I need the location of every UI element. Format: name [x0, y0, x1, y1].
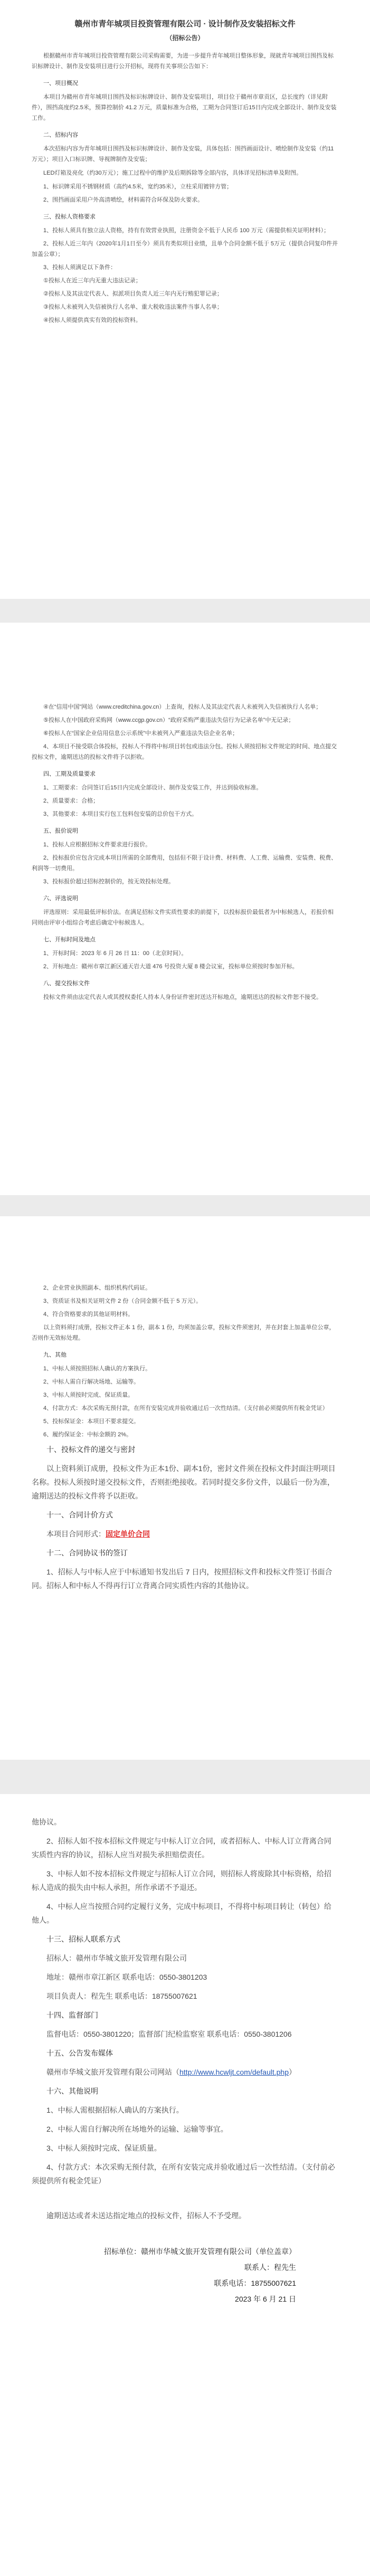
section-heading: 四、工期及质量要求 [43, 771, 96, 777]
list-item: 2、投标人近三年内（2020年1月1日至今）须具有类似项目业绩，且单个合同金额不低于 5万元（提供合同复印件并加盖公章）； [32, 241, 338, 257]
contract-type-value: 固定单价合同 [106, 1530, 150, 1538]
section-heading: 八、提交投标文件 [43, 980, 90, 987]
paragraph: 1、招标人与中标人应于中标通知书发出后 7 日内，按照招标文件和投标文件签订书面合同。招标人和中标人不得再行订立背离合同实质性内容的其他协议。 [32, 1568, 333, 1590]
list-item: 1、中标人需根据招标人确认的方案执行。 [46, 2106, 184, 2114]
section-heading: 十一、合同计价方式 [46, 1511, 113, 1519]
section-heading: 三、投标人资格要求 [43, 214, 96, 220]
list-item: 3、其他要求：本项目实行包工包料包安装的总价包干方式。 [43, 811, 198, 817]
list-item: 3、中标人须按时完成、保证质量。 [46, 2144, 162, 2152]
list-item: 3、资质证书及相关证明文件 2 份（合同金额不低于 5 万元）。 [43, 1298, 202, 1304]
list-item: 2、围挡画面采用户外高清喷绘，材料需符合环保及防火要求。 [43, 197, 204, 203]
paragraph: LED灯箱及亮化（约30万元）；施工过程中的维护及后期拆除等全部内容，具体详见招标清单及附图。 [43, 170, 302, 176]
intro-paragraph: 根据赣州市青年城项目投资管理有限公司采购需要，为进一步提升青年城项目整体形象，现就青年城项目围挡及标识标牌设计、制作及安装项目进行公开招标，现将有关事项公告如下： [32, 53, 334, 70]
section-heading: 十二、合同协议书的签订 [46, 1549, 128, 1557]
list-item: 4、本项目不接受联合体投标，投标人不得将中标项目转包或违法分包。投标人须按招标文件规定的时间、地点提交投标文件，逾期送达的投标文件将予以拒收。 [32, 743, 337, 760]
list-item: 1、开标时间：2023 年 6 月 26 日 11：00（北京时间）。 [43, 950, 187, 957]
list-item: ④在“信用中国”网站（www.creditchina.gov.cn）上查询，投标人及其法定代表人未被列入失信被执行人名单； [43, 704, 322, 710]
section-heading: 十、投标文件的递交与密封 [46, 1445, 135, 1454]
media-suffix: ） [289, 2068, 296, 2076]
paragraph: 本项目为赣州市青年城项目围挡及标识标牌设计、制作及安装项目，项目位于赣州市章贡区，总长度约（详见附件），围挡高度约2.5米，预算控制价 41.2 万元，质量标准为合格，工期为合同签订后15日内完成全部设计、制作及安装工作。 [32, 94, 337, 121]
contact-line: 地址：赣州市章江新区 联系电话：0550-3801203 [46, 1973, 207, 1981]
contact-line: 招标人：赣州市华城文旅开发管理有限公司 [46, 1954, 187, 1962]
list-item: 4、付款方式：本次采购无预付款，在所有安装完成并验收通过后一次性结清。（支付前必须提供所有税金凭证） [43, 1405, 328, 1411]
list-item: 1、工期要求：合同签订后15日内完成全部设计、制作及安装工作，并达到验收标准。 [43, 785, 262, 791]
large-text-block [32, 1443, 338, 1592]
list-item: 2、企业营业执照副本、组织机构代码证。 [43, 1285, 151, 1291]
section-heading: 二、招标内容 [43, 132, 78, 138]
list-item: 5、投标保证金：本项目不要求提交。 [43, 1418, 140, 1425]
document-subtitle: （招标公告） [166, 34, 204, 42]
section-heading: 十六、其他说明 [46, 2087, 98, 2095]
section-heading: 九、其他 [43, 1352, 67, 1358]
contract-type-label: 本项目合同形式： [46, 1530, 106, 1538]
section-heading: 十四、监督部门 [46, 2011, 98, 2019]
list-item: 1、投标人应根据招标文件要求进行报价。 [43, 842, 151, 848]
list-item: 3、投标报价超过招标控制价的，按无效投标处理。 [43, 879, 175, 885]
list-item: ⑥投标人在“国家企业信用信息公示系统”中未被列入严重违法失信企业名单； [43, 730, 239, 737]
list-item: 1、投标人须具有独立法人资格，持有有效营业执照，注册资金不低于人民币 100 万元（需提供相关证明材料）； [43, 227, 330, 234]
signature-issuer: 招标单位：赣州市华城文旅开发管理有限公司（单位盖章） [104, 2247, 296, 2256]
list-item: ③投标人未被列入失信被执行人名单、重大税收违法案件当事人名单； [43, 304, 223, 310]
list-item: 6、履约保证金：中标金额的 2%。 [43, 1432, 132, 1438]
contact-line: 监督电话：0550-3801220；监督部门纪检监察室 联系电话：0550-3801206 [46, 2030, 292, 2038]
list-item: ⑤投标人在中国政府采购网（www.ccgp.gov.cn）“政府采购严重违法失信行为记录名单”中无记录； [43, 717, 295, 723]
list-item: 3、中标人须按时完成、保证质量。 [43, 1392, 134, 1398]
list-item: 1、标识牌采用不锈钢材质（高约4.5米，宽约35米），立柱采用镀锌方管； [43, 184, 233, 190]
section-heading: 十五、公告发布媒体 [46, 2049, 113, 2057]
spacer [32, 2193, 338, 2209]
list-item: 2、招标人如不按本招标文件规定与中标人订立合同，或者招标人、中标人订立背离合同实质性内容的协议，招标人应当对损失承担赔偿责任。 [32, 1837, 331, 1859]
list-item: ④投标人须提供真实有效的投标资料。 [43, 317, 141, 323]
list-item: 2、质量要求：合格； [43, 798, 99, 804]
list-item: 3、投标人须满足以下条件： [43, 264, 117, 271]
contact-line: 项目负责人：程先生 联系电话：18755007621 [46, 1992, 197, 2000]
section-heading: 一、项目概况 [43, 80, 78, 87]
contract-type-line [32, 1527, 338, 1541]
list-item: 1、中标人须按照招标人确认的方案执行。 [43, 1366, 151, 1372]
document-page-1 [0, 0, 370, 599]
document-page-4 [0, 1794, 370, 2576]
list-item: 4、符合资格要求的其他证明材料。 [43, 1311, 134, 1318]
signature-date: 2023 年 6 月 21 日 [235, 2295, 296, 2303]
section-heading: 六、评选说明 [43, 895, 78, 902]
paragraph: 投标文件须由法定代表人或其授权委托人持本人身份证件密封送达开标地点，逾期送达的投标文件恕不接受。 [43, 994, 322, 1000]
paragraph: 评选原则：采用最低评标价法。在满足招标文件实质性要求的前提下，以投标报价最低者为中标候选人，若报价相同则由评审小组综合考虑后确定中标候选人。 [32, 909, 334, 926]
list-item: 2、投标报价应包含完成本项目所需的全部费用，包括但不限于设计费、材料费、人工费、运输费、安装费、税费、利润等一切费用。 [32, 855, 337, 872]
media-prefix: 赣州市华城文旅开发管理有限公司网站（ [46, 2068, 179, 2076]
list-item: ②投标人及其法定代表人、拟派项目负责人近三年内无行贿犯罪记录； [43, 291, 223, 297]
spacer [32, 2228, 338, 2244]
document-title: 赣州市青年城项目投资管理有限公司 · 设计制作及安装招标文件 [74, 20, 296, 28]
list-item: 2、中标人需自行解决所在场地外的运输、运输等事宜。 [46, 2125, 228, 2133]
list-item: ①投标人在近三年内无重大违法记录； [43, 278, 141, 284]
section-heading: 十三、招标人联系方式 [46, 1935, 120, 1943]
section-heading: 五、报价说明 [43, 828, 78, 834]
signature-contact: 联系人：程先生 [244, 2263, 296, 2272]
continued-text: 他协议。 [32, 1818, 61, 1826]
paragraph: 以上资料须打成册，投标文件正本 1 份，副本 1 份，均须加盖公章，投标文件须密封，并在封套上加盖单位公章，否则作无效标处理。 [32, 1324, 335, 1341]
document-page-3 [0, 1216, 370, 1760]
list-item: 3、中标人如不按本招标文件规定与招标人订立合同，则招标人将废除其中标资格，给招标人造成的损失由中标人承担，所作承诺不予退还。 [32, 1869, 331, 1892]
closing-note: 逾期送达或者未送达指定地点的投标文件，招标人不予受理。 [46, 2211, 246, 2220]
signature-phone: 联系电话：18755007621 [214, 2279, 296, 2287]
website-link[interactable]: http://www.hcwljt.com/default.php [179, 2068, 289, 2076]
list-item: 4、中标人应当按照合同约定履行义务，完成中标项目，不得将中标项目转让（转包）给他人。 [32, 1902, 331, 1924]
paragraph: 本次招标内容为青年城项目围挡及标识标牌设计、制作及安装，具体包括：围挡画面设计、喷绘制作及安装（约11万元）；项目入口标识牌、导视牌制作及安装； [32, 146, 334, 163]
list-item: 2、开标地点：赣州市章江新区通天岩大道 476 号投资大厦 8 楼会议室，投标单位须按时参加开标。 [43, 963, 298, 970]
list-item: 4、付款方式：本次采购无预付款，在所有安装完成并验收通过后一次性结清。（支付前必须提供所有税金凭证） [32, 2163, 335, 2185]
section-heading: 七、开标时间及地点 [43, 937, 96, 943]
document-page-2 [0, 623, 370, 1195]
media-line [32, 2065, 338, 2079]
list-item: 2、中标人需自行解决场地、运输等。 [43, 1379, 140, 1385]
paragraph: 以上资料须订成册，投标文件为正本1份、副本1份，密封文件须在投标文件封面注明项目名称。投标人须按时递交投标文件，否则拒绝接收。若同时提交多份文件，以最后一份为准，逾期送达的投标文件将予以拒收。 [32, 1464, 336, 1500]
large-text-block [32, 1815, 338, 2307]
